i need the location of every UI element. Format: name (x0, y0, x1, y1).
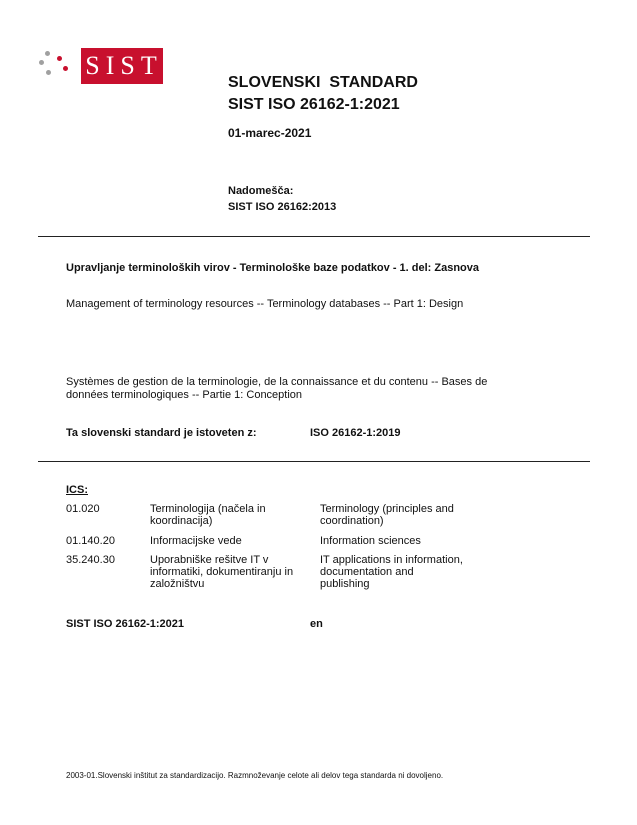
replaces-value: SIST ISO 26162:2013 (228, 201, 337, 213)
ics-english: Terminology (principles and coordination) (320, 503, 454, 527)
document-language: en (310, 618, 323, 630)
title-french-line2: données terminologiques -- Partie 1: Conception (66, 389, 303, 401)
ics-english: Information sciences (320, 535, 421, 547)
replaces-label: Nadomešča: (228, 185, 294, 197)
ics-code: 01.020 (66, 503, 100, 515)
identical-label: Ta slovenski standard je istoveten z: (66, 427, 257, 439)
logo-dot-icon (46, 70, 51, 75)
ics-code: 35.240.30 (66, 554, 115, 566)
identical-value: ISO 26162-1:2019 (310, 427, 401, 439)
document-code: SIST ISO 26162-1:2021 (66, 618, 185, 630)
ics-slovenian: Uporabniške rešitve IT v informatiki, dokumentiranju in založništvu (150, 554, 294, 590)
title-english: Management of terminology resources -- Terminology databases -- Part 1: Design (66, 298, 464, 310)
ics-slovenian: Terminologija (načela in koordinacija) (150, 503, 266, 527)
standard-type: SLOVENSKI STANDARD (228, 74, 418, 91)
logo-dot-icon (63, 66, 68, 71)
ics-code: 01.140.20 (66, 535, 115, 547)
logo-dot-icon (39, 60, 44, 65)
title-slovenian: Upravljanje terminoloških virov - Terminološke baze podatkov - 1. del: Zasnova (66, 262, 480, 274)
standard-code: SIST ISO 26162-1:2021 (228, 96, 400, 113)
logo-dot-icon (45, 51, 50, 56)
logo-wordmark: SIST (81, 48, 163, 84)
ics-slovenian: Informacijske vede (150, 535, 242, 547)
copyright-footer: 2003-01.Slovenski inštitut za standardizacijo. Razmnoževanje celote ali delov tega standarda ni dovoljeno. (66, 771, 444, 780)
divider (38, 461, 590, 462)
logo-dot-icon (57, 56, 62, 61)
divider (38, 236, 590, 237)
ics-english: IT applications in information, documentation and publishing (320, 554, 463, 590)
publication-date: 01-marec-2021 (228, 126, 312, 140)
ics-heading: ICS: (66, 484, 88, 496)
title-french-line1: Systèmes de gestion de la terminologie, de la connaissance et du contenu -- Bases de (66, 376, 488, 388)
